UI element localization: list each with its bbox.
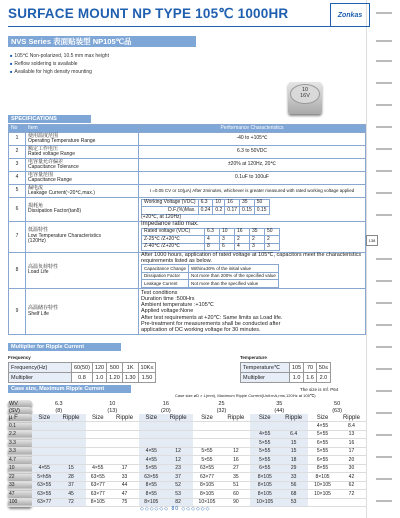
case-header-sv: (SV) (8) (13) (20) (32) (44) (63) xyxy=(9,407,342,414)
spec-row-low-temperature: 7 低温特性 Low Temperature Characteristics (120Hz) Impedance ratio max. Rated voltage (VDC) 6.3 10 16 35 50 Z-25℃ /Z+20℃ 4 3 2 2 2 Z-40℃ /Z+20℃ 8 6 4 3 3 xyxy=(9,221,366,252)
ripple-cell xyxy=(57,456,86,465)
case-row xyxy=(8,430,366,439)
capacitance-cell: 3.3 xyxy=(8,439,32,448)
ripple-cell xyxy=(110,439,139,448)
case-size-cell: 5×55 xyxy=(308,430,337,439)
temperature-multiplier-table: Temperature℃ 105 70 50≤ Multiplier 1.0 1.6 2.0 xyxy=(240,362,331,383)
case-size-cell: 4×55 xyxy=(86,464,111,473)
ripple-cell: 16 xyxy=(221,456,250,465)
spec-row: 2 额定工作电压 Rated voltage Range 6.3 to 50VDC xyxy=(9,146,366,159)
side-index-line xyxy=(376,346,392,348)
ripple-cell xyxy=(110,430,139,439)
ripple-cell: 28 xyxy=(57,473,86,482)
ripple-cell: 60 xyxy=(221,490,250,499)
case-size-cell xyxy=(32,456,57,465)
case-size-cell xyxy=(193,439,222,448)
ripple-cell: 75 xyxy=(110,498,139,507)
ripple-cell: 13 xyxy=(337,430,366,439)
ripple-cell: 17 xyxy=(110,464,139,473)
case-size-cell: 8×105 xyxy=(86,498,111,507)
case-size-cell: 63×55 xyxy=(139,473,164,482)
case-size-cell xyxy=(86,447,111,456)
ripple-cell: 72 xyxy=(337,490,366,499)
case-row xyxy=(8,473,366,482)
spec-row-load-life: 8 高温负荷特性 Load Life After 1000 hours, application of rated voltage at 105℃, capacitors meet the characteristics requirements listed as below. Capacitance Change Within±30% of the initial value Dissipation Factor Not more than 200% of the specified value Leakage Current Not more than the specified value xyxy=(9,252,366,289)
capacitance-cell: 2.2 xyxy=(8,430,32,439)
capacitance-cell: 4.7 xyxy=(8,456,32,465)
case-size-cell: 8×55 xyxy=(308,464,337,473)
case-size-cell xyxy=(86,422,111,431)
ripple-cell: 44 xyxy=(110,481,139,490)
capacitor-marking: 10 16V xyxy=(290,84,320,104)
feature-item: ■ Available for high density mounting xyxy=(10,68,109,76)
brand-logo: Zonkas xyxy=(330,3,370,27)
side-index-line xyxy=(376,258,392,260)
ripple-cell: 42 xyxy=(337,473,366,482)
capacitance-cell: 22 xyxy=(8,473,32,482)
case-size-cell: 63×77 xyxy=(86,490,111,499)
side-index-line xyxy=(376,478,392,480)
right-margin-rule xyxy=(366,0,367,518)
case-size-cell: 10×105 xyxy=(250,498,279,507)
side-index-line xyxy=(376,456,392,458)
capacitance-cell: 0.1 xyxy=(8,422,32,431)
case-size-cell xyxy=(86,456,111,465)
case-size-cell: 4×55 xyxy=(250,430,279,439)
case-size-cell xyxy=(250,422,279,431)
ripple-cell xyxy=(164,430,193,439)
case-row xyxy=(8,481,366,490)
case-size-cell: 8×105 xyxy=(250,490,279,499)
case-size-cell xyxy=(308,498,337,507)
case-size-cell xyxy=(32,430,57,439)
ripple-cell: 35 xyxy=(221,473,250,482)
ripple-cell: 53 xyxy=(164,490,193,499)
case-size-heading: Case size, Maximum Ripple Current xyxy=(8,385,131,393)
ripple-cell xyxy=(57,430,86,439)
ripple-cell: 27 xyxy=(221,464,250,473)
side-index-line xyxy=(376,280,392,282)
side-index-line xyxy=(376,60,392,62)
case-size-cell: 5×h5h xyxy=(32,473,57,482)
ripple-cell: 56 xyxy=(279,481,308,490)
ripple-cell: 52 xyxy=(164,481,193,490)
case-size-cell: 10×105 xyxy=(308,481,337,490)
case-size-cell xyxy=(86,430,111,439)
ripple-cell: 15 xyxy=(57,464,86,473)
case-size-cell: 63×55 xyxy=(86,473,111,482)
ripple-cell: 53 xyxy=(279,498,308,507)
ripple-cell: 12 xyxy=(221,447,250,456)
capacitance-cell: 3.3 xyxy=(8,447,32,456)
ripple-cell: 20 xyxy=(337,456,366,465)
case-row xyxy=(8,439,366,448)
df-table: Working Voltage (VDC) 6.3 10 16 35 50 D.F.(%)Max. 0.24 0.2 0.17 0.15 0.15 xyxy=(141,199,270,215)
ripple-cell xyxy=(57,422,86,431)
case-size-cell: 8×105 xyxy=(193,490,222,499)
case-size-cell: 8×55 xyxy=(139,481,164,490)
side-index-line xyxy=(376,390,392,392)
case-size-cell xyxy=(193,430,222,439)
side-index-line xyxy=(376,434,392,436)
case-size-cell: 4×55 xyxy=(139,456,164,465)
frequency-label: Frequency xyxy=(8,355,31,360)
spec-row: 3 电容量允许偏差 Capacitance Tolerance ±20% at 120Hz, 20℃ xyxy=(9,159,366,172)
specifications-heading: SPECIFICATIONS xyxy=(8,115,91,123)
series-title: NVS Series 表面贴装型 NP105℃品 xyxy=(8,36,196,47)
ripple-cell: 33 xyxy=(279,473,308,482)
side-index-line xyxy=(376,214,392,216)
ripple-cell xyxy=(57,439,86,448)
features-list xyxy=(10,52,109,77)
case-size-cell: 8×105 xyxy=(250,481,279,490)
case-header-columns: µ F Size Ripple Size Ripple Size Ripple Size Ripple Size Ripple Size Ripple xyxy=(8,414,366,422)
col-characteristics: Performance Characteristics xyxy=(139,125,366,133)
case-size-subtitle: Case size øD × L(mm), Maximum Ripple Current(Unit:mA,rms,120Hz at 105℃) xyxy=(175,393,316,398)
case-size-cell xyxy=(86,439,111,448)
side-index-line xyxy=(376,170,392,172)
ripple-cell: 51 xyxy=(221,481,250,490)
case-size-cell: 63×77 xyxy=(32,498,57,507)
case-size-cell: 8×105 xyxy=(139,498,164,507)
ripple-multiplier-heading: Multiplier for Ripple Current xyxy=(8,343,121,351)
case-size-cell: 5×55 xyxy=(193,447,222,456)
ripple-cell: 23 xyxy=(164,464,193,473)
feature-item: ■ Reflow soldering is available xyxy=(10,60,109,68)
ripple-cell: 30 xyxy=(337,464,366,473)
side-index-line xyxy=(376,40,392,42)
case-size-table xyxy=(8,400,366,507)
case-size-cell xyxy=(139,430,164,439)
ripple-cell xyxy=(221,430,250,439)
spec-row-dissipation: 6 损耗角 Dissipation Factor(tanδ) Working Voltage (VDC) 6.3 10 16 35 50 D.F.(%)Max. 0.24 0.2 0.17 0.15 0.15 (+20℃, at 120Hz) xyxy=(9,198,366,222)
side-index-line xyxy=(376,324,392,326)
side-index-line xyxy=(376,82,392,84)
impedance-table: Rated voltage (VDC) 6.3 10 16 35 50 Z-25℃ /Z+20℃ 4 3 2 2 2 Z-40℃ /Z+20℃ 8 6 4 3 3 xyxy=(141,228,280,252)
case-size-cell xyxy=(32,422,57,431)
ripple-cell xyxy=(57,447,86,456)
ripple-cell xyxy=(337,498,366,507)
specifications-table xyxy=(8,124,366,335)
ripple-cell: 72 xyxy=(57,498,86,507)
case-size-cell: 63×77 xyxy=(193,473,222,482)
ripple-cell: 47 xyxy=(110,490,139,499)
ripple-cell: 6.4 xyxy=(279,430,308,439)
capacitor-image xyxy=(288,82,322,114)
ripple-cell: 33 xyxy=(110,473,139,482)
ripple-cell: 37 xyxy=(164,473,193,482)
case-row xyxy=(8,422,366,431)
ripple-cell: 15 xyxy=(279,439,308,448)
frequency-multiplier-table: Frequency(Hz) 60(50) 120 500 1K 10K≤ Multiplier 0.8 1.0 1.20 1.30 1.50 xyxy=(8,362,156,383)
ripple-cell xyxy=(164,439,193,448)
ripple-cell xyxy=(164,422,193,431)
case-size-cell: 6×55 xyxy=(308,456,337,465)
ripple-cell xyxy=(110,447,139,456)
case-size-cell: 5×55 xyxy=(308,447,337,456)
case-rows xyxy=(8,422,366,507)
case-row xyxy=(8,490,366,499)
ripple-cell: 12 xyxy=(164,456,193,465)
case-size-cell: 63×55 xyxy=(32,481,57,490)
title-rule xyxy=(8,26,366,27)
ripple-cell: 17 xyxy=(337,447,366,456)
case-size-cell xyxy=(32,447,57,456)
case-size-cell: 63×55 xyxy=(193,464,222,473)
case-size-cell xyxy=(193,422,222,431)
case-size-cell: 4×55 xyxy=(308,422,337,431)
spec-row: 4 电容量范围 Capacitance Range 0.1uF to 100uF xyxy=(9,172,366,185)
ripple-cell xyxy=(221,422,250,431)
side-index-line xyxy=(376,302,392,304)
capacitance-cell: 10 xyxy=(8,464,32,473)
col-item: Item xyxy=(26,125,139,133)
case-size-cell: 4×55 xyxy=(32,464,57,473)
ripple-cell xyxy=(221,439,250,448)
ripple-cell: 18 xyxy=(279,456,308,465)
case-size-note: The size is mf. P64 xyxy=(300,387,339,392)
case-size-cell xyxy=(139,422,164,431)
temperature-label: Temperature xyxy=(240,355,267,360)
side-index-line xyxy=(376,148,392,150)
side-index-line xyxy=(376,126,392,128)
ripple-cell xyxy=(110,422,139,431)
col-no: No xyxy=(9,125,26,133)
side-index-line xyxy=(376,368,392,370)
case-header-wv: WV 6.3 10 16 25 35 50 xyxy=(9,400,341,407)
page-footer: ◇◇◇◇◇◇ 80 ◇◇◇◇◇◇ xyxy=(140,506,211,512)
ripple-cell: 16 xyxy=(337,439,366,448)
case-size-cell xyxy=(32,439,57,448)
spec-row: 5 漏电流 Leakage Current(~20℃,max.) I =0.05 CV or 10(μA) After 2minutes, whichever is greater measured with rated working voltage applied xyxy=(9,185,366,198)
page-title: SURFACE MOUNT NP TYPE 105℃ 1000HR xyxy=(8,6,289,21)
case-size-cell: 5×55 xyxy=(250,456,279,465)
spec-row: 1 使用温度范围 Operating Temperature Range -40 to +105℃ xyxy=(9,133,366,146)
ripple-cell: 37 xyxy=(57,481,86,490)
side-index-line xyxy=(376,12,392,14)
ripple-cell: 82 xyxy=(164,498,193,507)
ripple-cell: 8.4 xyxy=(337,422,366,431)
case-row xyxy=(8,447,366,456)
case-row xyxy=(8,456,366,465)
case-size-cell: 63×55 xyxy=(32,490,57,499)
case-size-cell: 10×105 xyxy=(308,490,337,499)
ripple-cell xyxy=(110,456,139,465)
case-size-cell: 8×105 xyxy=(308,473,337,482)
case-size-cell: 63×77 xyxy=(86,481,111,490)
case-size-cell: 6×55 xyxy=(308,439,337,448)
case-size-cell: 10×105 xyxy=(193,498,222,507)
side-index-line xyxy=(376,500,392,502)
spec-row-shelf-life: 9 高温储存特性 Shelf Life Test conditions Duration time :500Hrs Ambient temperature :+105℃ Applied voltage:None After test requirements at +20℃: Same limits as Load life. Pre-treatment for measurements shall be conducted after application of DC working voltage for 30 minutes. xyxy=(9,289,366,335)
ripple-cell: 12 xyxy=(164,447,193,456)
ripple-cell: 62 xyxy=(337,481,366,490)
side-tab-page-index[interactable]: 138 xyxy=(366,235,378,246)
case-row xyxy=(8,464,366,473)
feature-item: ■ 105℃ Non-polarized, 10.5 mm max height xyxy=(10,52,109,60)
case-size-cell: 5×55 xyxy=(193,456,222,465)
case-size-cell: 5×55 xyxy=(250,439,279,448)
case-size-cell: 8×105 xyxy=(250,473,279,482)
case-size-cell xyxy=(139,439,164,448)
capacitance-cell: 100 xyxy=(8,498,32,507)
case-size-cell: 4×55 xyxy=(139,447,164,456)
capacitance-cell: 33 xyxy=(8,481,32,490)
side-index-line xyxy=(376,104,392,106)
ripple-cell xyxy=(279,422,308,431)
side-index-line xyxy=(376,192,392,194)
case-size-cell: 6×55 xyxy=(250,464,279,473)
case-size-cell: 8×55 xyxy=(139,490,164,499)
ripple-cell: 90 xyxy=(221,498,250,507)
load-life-table: Capacitance Change Within±30% of the initial value Dissipation Factor Not more than 200% of the specified value Leakage Current Not more than the specified value xyxy=(141,264,279,288)
case-size-cell: 8×105 xyxy=(193,481,222,490)
ripple-cell: 15 xyxy=(279,447,308,456)
ripple-cell: 45 xyxy=(57,490,86,499)
ripple-cell: 68 xyxy=(279,490,308,499)
case-size-cell: 5×55 xyxy=(139,464,164,473)
side-index-line xyxy=(376,412,392,414)
capacitance-cell: 47 xyxy=(8,490,32,499)
case-size-cell: 5×55 xyxy=(250,447,279,456)
ripple-cell: 29 xyxy=(279,464,308,473)
